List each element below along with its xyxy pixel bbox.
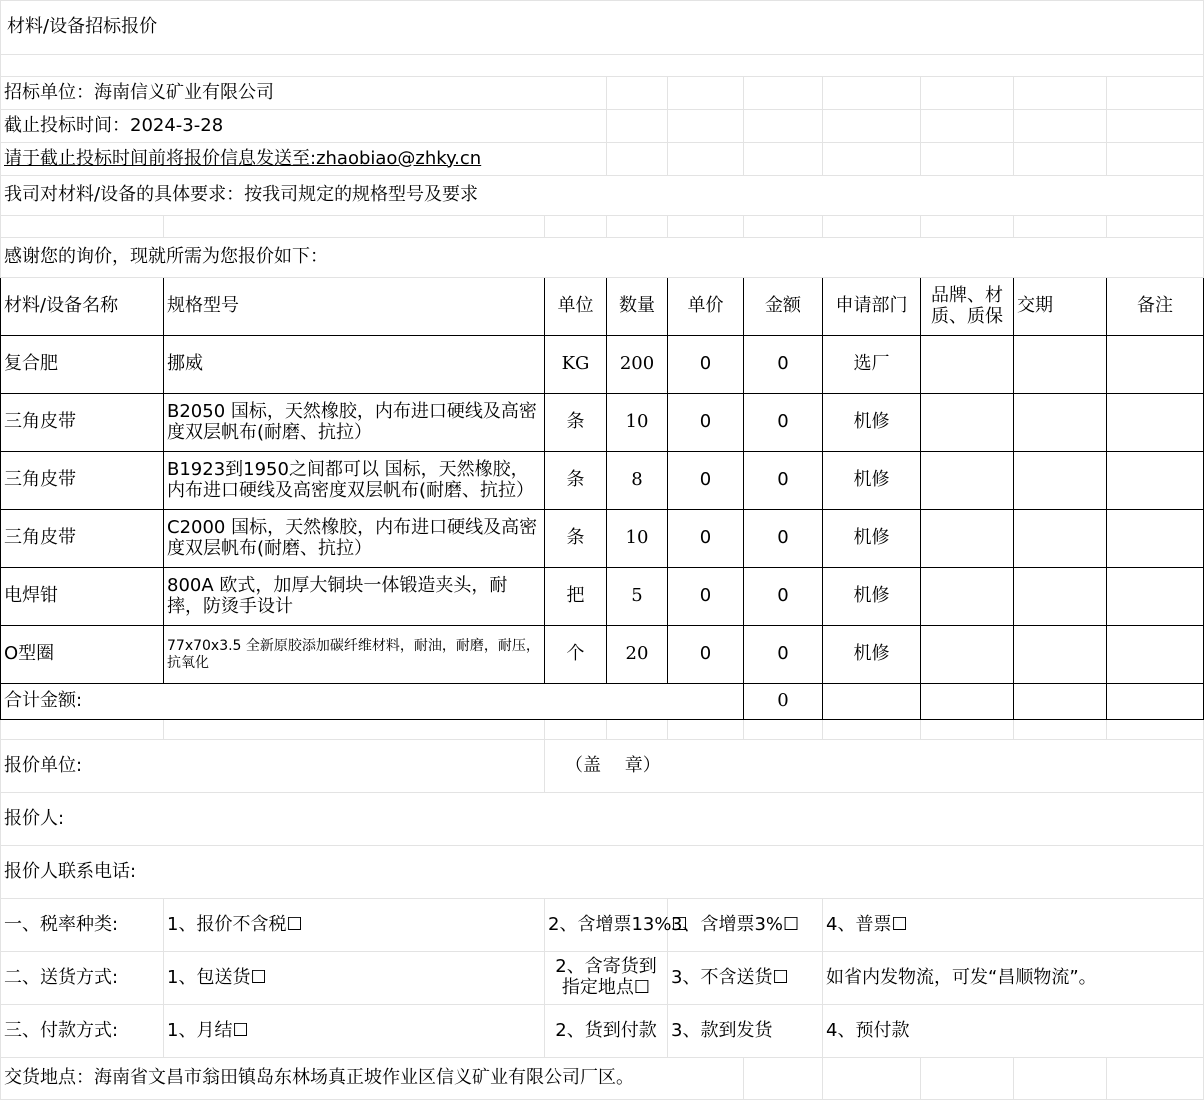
- quote-unit-label: 报价单位:: [1, 740, 545, 793]
- payment-option-1[interactable]: 1、月结☐: [164, 1005, 545, 1058]
- payment-option-2[interactable]: 2、货到付款: [545, 1005, 668, 1058]
- send-email-info[interactable]: 请于截止投标时间前将报价信息发送至:zhaobiao@zhky.cn: [1, 143, 607, 176]
- cell-price[interactable]: 0: [668, 510, 744, 568]
- payment-option-3[interactable]: 3、款到发货: [668, 1005, 823, 1058]
- cell-qty: 200: [607, 336, 668, 394]
- thanks-info: 感谢您的询价，现就所需为您报价如下：: [1, 238, 1204, 278]
- cell-note[interactable]: [1107, 452, 1204, 510]
- cell-note[interactable]: [1107, 336, 1204, 394]
- cell-amount: 0: [744, 336, 823, 394]
- tax-row: [1, 899, 1204, 952]
- cell-price[interactable]: 0: [668, 394, 744, 452]
- cell-name: 三角皮带: [1, 452, 164, 510]
- header-delivery: 交期: [1014, 278, 1107, 336]
- stamp-label: （盖 章）: [545, 740, 1204, 793]
- table-row: [1, 394, 1204, 452]
- payment-row: [1, 1005, 1204, 1058]
- cell-qty: 20: [607, 626, 668, 684]
- cell-amount: 0: [744, 626, 823, 684]
- table-row: [1, 452, 1204, 510]
- delivery-option-3[interactable]: 3、不含送货☐: [668, 952, 823, 1005]
- cell-amount: 0: [744, 452, 823, 510]
- cell-unit: 条: [545, 394, 607, 452]
- cell-delivery[interactable]: [1014, 452, 1107, 510]
- cell-delivery[interactable]: [1014, 568, 1107, 626]
- deadline-info: 截止投标时间：2024-3-28: [1, 110, 607, 143]
- cell-brand[interactable]: [921, 626, 1014, 684]
- total-row: [1, 684, 1204, 720]
- table-row: [1, 510, 1204, 568]
- cell-unit: 条: [545, 510, 607, 568]
- cell-note[interactable]: [1107, 510, 1204, 568]
- tax-option-1[interactable]: 1、报价不含税☐: [164, 899, 545, 952]
- cell-price[interactable]: 0: [668, 336, 744, 394]
- header-note: 备注: [1107, 278, 1204, 336]
- header-dept: 申请部门: [823, 278, 921, 336]
- header-name: 材料/设备名称: [1, 278, 164, 336]
- delivery-note: 如省内发物流，可发“昌顺物流”。: [823, 952, 1204, 1005]
- cell-delivery[interactable]: [1014, 394, 1107, 452]
- cell-unit: 条: [545, 452, 607, 510]
- cell-price[interactable]: 0: [668, 568, 744, 626]
- cell-amount: 0: [744, 568, 823, 626]
- requirement-info: 我司对材料/设备的具体要求：按我司规定的规格型号及要求: [1, 176, 1204, 216]
- table-header-row: [1, 278, 1204, 336]
- header-amount: 金额: [744, 278, 823, 336]
- cell-dept: 机修: [823, 394, 921, 452]
- page-title: 材料/设备招标报价: [1, 1, 1204, 55]
- tax-label: 一、税率种类:: [1, 899, 164, 952]
- cell-note[interactable]: [1107, 568, 1204, 626]
- cell-note[interactable]: [1107, 394, 1204, 452]
- tax-option-4[interactable]: 4、普票☐: [823, 899, 1204, 952]
- tax-option-3[interactable]: 3、含增票3%☐: [668, 899, 823, 952]
- cell-qty: 5: [607, 568, 668, 626]
- header-qty: 数量: [607, 278, 668, 336]
- cell-qty: 10: [607, 510, 668, 568]
- delivery-label: 二、送货方式:: [1, 952, 164, 1005]
- delivery-row: [1, 952, 1204, 1005]
- cell-spec: 77x70x3.5 全新原胶添加碳纤维材料，耐油，耐磨，耐压，抗氧化: [164, 626, 545, 684]
- cell-brand[interactable]: [921, 452, 1014, 510]
- cell-spec: C2000 国标，天然橡胶，内布进口硬线及高密度双层帆布(耐磨、抗拉）: [164, 510, 545, 568]
- cell-amount: 0: [744, 394, 823, 452]
- tax-option-2[interactable]: 2、含增票13%☐: [545, 899, 668, 952]
- quote-person-label: 报价人:: [1, 793, 1204, 846]
- total-value: 0: [744, 684, 823, 720]
- payment-label: 三、付款方式:: [1, 1005, 164, 1058]
- cell-price[interactable]: 0: [668, 452, 744, 510]
- cell-spec: 800A 欧式，加厚大铜块一体锻造夹头，耐摔，防烫手设计: [164, 568, 545, 626]
- cell-dept: 机修: [823, 568, 921, 626]
- cell-name: 三角皮带: [1, 510, 164, 568]
- table-row: [1, 626, 1204, 684]
- cell-delivery[interactable]: [1014, 510, 1107, 568]
- cell-price[interactable]: 0: [668, 626, 744, 684]
- cell-amount: 0: [744, 510, 823, 568]
- header-spec: 规格型号: [164, 278, 545, 336]
- cell-name: 三角皮带: [1, 394, 164, 452]
- payment-option-4[interactable]: 4、预付款: [823, 1005, 1204, 1058]
- cell-name: 复合肥: [1, 336, 164, 394]
- cell-unit: 个: [545, 626, 607, 684]
- quote-phone-label: 报价人联系电话:: [1, 846, 1204, 899]
- cell-note[interactable]: [1107, 626, 1204, 684]
- cell-delivery[interactable]: [1014, 626, 1107, 684]
- cell-brand[interactable]: [921, 336, 1014, 394]
- cell-brand[interactable]: [921, 394, 1014, 452]
- header-price: 单价: [668, 278, 744, 336]
- table-row: [1, 568, 1204, 626]
- cell-unit: 把: [545, 568, 607, 626]
- table-row: [1, 336, 1204, 394]
- cell-dept: 机修: [823, 452, 921, 510]
- total-label: 合计金额:: [1, 684, 744, 720]
- cell-delivery[interactable]: [1014, 336, 1107, 394]
- cell-dept: 机修: [823, 510, 921, 568]
- blank-row: [1, 55, 1204, 77]
- header-brand: 品牌、材质、质保: [921, 278, 1014, 336]
- cell-name: 电焊钳: [1, 568, 164, 626]
- cell-spec: 挪威: [164, 336, 545, 394]
- cell-qty: 10: [607, 394, 668, 452]
- header-unit: 单位: [545, 278, 607, 336]
- cell-brand[interactable]: [921, 568, 1014, 626]
- cell-spec: B2050 国标，天然橡胶，内布进口硬线及高密度双层帆布(耐磨、抗拉）: [164, 394, 545, 452]
- cell-name: O型圈: [1, 626, 164, 684]
- delivery-option-1[interactable]: 1、包送货☐: [164, 952, 545, 1005]
- cell-qty: 8: [607, 452, 668, 510]
- cell-brand[interactable]: [921, 510, 1014, 568]
- cell-spec: B1923到1950之间都可以 国标，天然橡胶，内布进口硬线及高密度双层帆布(耐磨、抗拉）: [164, 452, 545, 510]
- cell-unit: KG: [545, 336, 607, 394]
- cell-dept: 机修: [823, 626, 921, 684]
- delivery-address: 交货地点：海南省文昌市翁田镇岛东林场真正坡作业区信义矿业有限公司厂区。: [1, 1058, 744, 1100]
- bidder-info: 招标单位：海南信义矿业有限公司: [1, 77, 607, 110]
- delivery-option-2[interactable]: 2、含寄货到指定地点☐: [545, 952, 668, 1005]
- cell-dept: 选厂: [823, 336, 921, 394]
